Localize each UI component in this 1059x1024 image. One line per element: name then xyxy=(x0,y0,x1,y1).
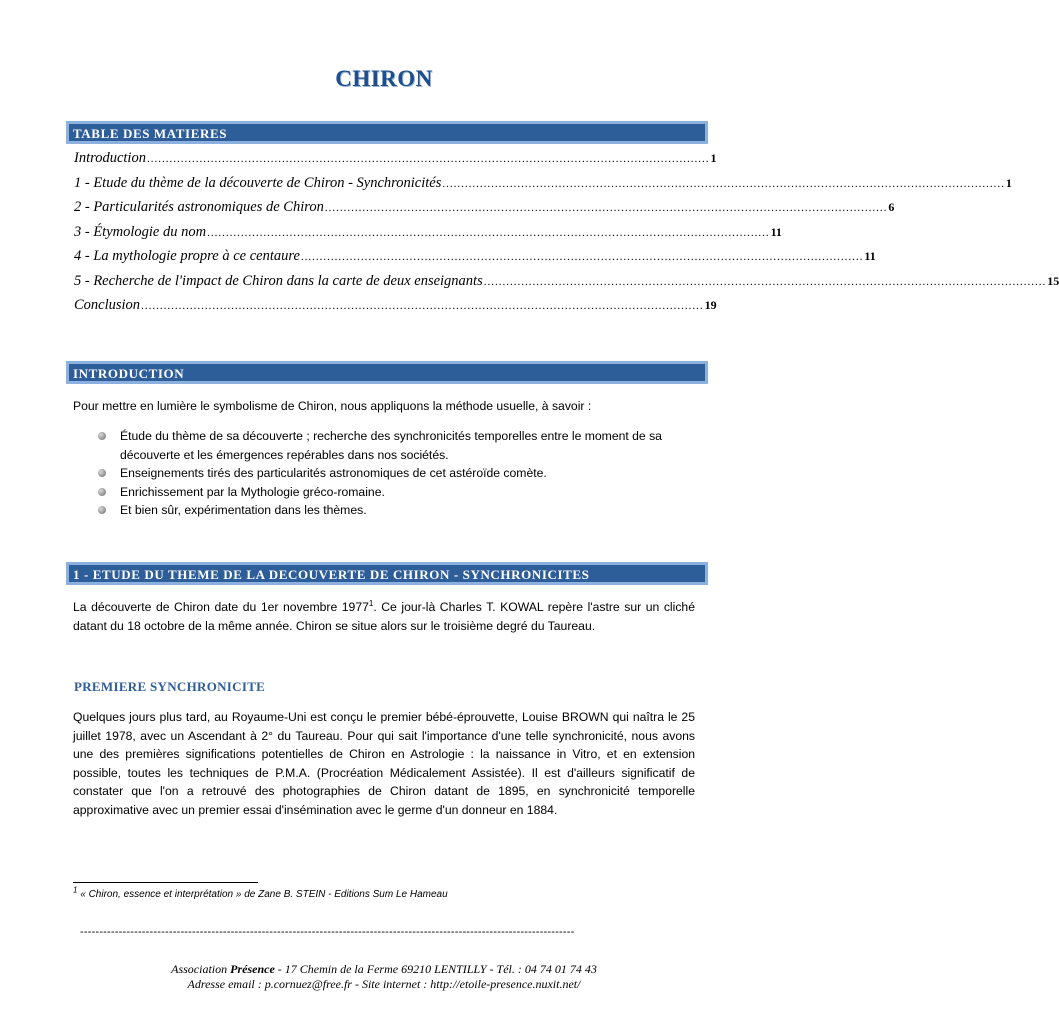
introduction-lead: Pour mettre en lumière le symbolisme de Chiron, nous appliquons la méthode usuelle, à savoir : xyxy=(73,399,592,413)
toc-leader-dots: ...................................................................................................................................................... xyxy=(207,226,770,239)
section1-intro-paragraph xyxy=(73,598,695,635)
toc-entry-page: 1 xyxy=(1005,175,1012,190)
toc-header: TABLE DES MATIERES xyxy=(73,126,228,141)
toc-entry[interactable] xyxy=(74,272,1059,295)
toc-entry-label: 5 - Recherche de l'impact de Chiron dans la carte de deux enseignants xyxy=(74,272,483,289)
section1-header-bar xyxy=(66,562,708,585)
introduction-header-bar xyxy=(66,361,708,384)
toc-header-bar xyxy=(66,121,708,144)
introduction-bullet-list xyxy=(98,427,698,520)
section1-intro-text-b: . Ce jour-là Charles T. KOWAL repère l'astre sur un cliché datant du 18 octobre de la même année. Chiron se situe alors sur le troisième degré du Taureau. xyxy=(73,600,695,633)
toc-entry-label: 2 - Particularités astronomiques de Chiron xyxy=(74,199,324,215)
toc-leader-dots: ...................................................................................................................................................... xyxy=(324,202,888,214)
toc-entry[interactable] xyxy=(74,248,876,270)
list-item xyxy=(98,464,698,483)
toc-entry-page: 19 xyxy=(704,298,717,312)
footer-line-1 xyxy=(0,962,768,977)
footnote-reference[interactable]: 1 xyxy=(368,598,374,608)
bullet-icon xyxy=(98,506,106,514)
toc-entry-page: 11 xyxy=(770,224,782,239)
footer-association-name: Présence xyxy=(230,962,275,976)
toc-entry[interactable] xyxy=(74,150,717,172)
toc-leader-dots: ...................................................................................................................................................... xyxy=(141,300,704,312)
bullet-icon xyxy=(98,432,106,440)
list-item-text: Et bien sûr, expérimentation dans les thèmes. xyxy=(120,503,367,517)
footnote-number: 1 xyxy=(73,885,78,895)
bullet-icon xyxy=(98,488,106,496)
toc-entry-page: 6 xyxy=(888,200,895,214)
list-item xyxy=(98,483,698,502)
toc-leader-dots: ...................................................................................................................................................... xyxy=(442,177,1005,190)
section1-body-paragraph: Quelques jours plus tard, au Royaume-Uni est conçu le premier bébé-éprouvette, Louise BROWN qui naîtra le 25 juillet 1978, avec un Ascendant à 2° du Taureau. Pour qui sait l'importance d'une telle synchronicité, nous avons une des premières significations potentielles de Chiron en Astrologie : la naissance in Vitro, et en extension possible, toutes les techniques de P.M.A. (Procréation Médicalement Assistée). Il est d'ailleurs significatif de constater que l'on a retrouvé des photographies de Chiron datant de 1895, en synchronicité temporelle approximative avec un premier essai d'insémination avec le germe d'un donneur en 1884. xyxy=(73,710,695,817)
toc-entry-label: 4 - La mythologie propre à ce centaure xyxy=(74,248,300,264)
bullet-icon xyxy=(98,469,106,477)
footer-line-1-pre: Association xyxy=(171,962,231,976)
footnote-separator xyxy=(73,882,258,883)
toc-entry-label: Conclusion xyxy=(74,297,141,313)
toc-entry-label: Introduction xyxy=(74,150,146,166)
introduction-header: INTRODUCTION xyxy=(73,366,185,381)
toc-entry[interactable] xyxy=(74,223,782,246)
toc-entry-label: 3 - Étymologie du nom xyxy=(74,223,207,240)
list-item-text: Étude du thème de sa découverte ; recherche des synchronicités temporelles entre le moment de sa découverte et les émergences repérables dans nos sociétés. xyxy=(120,429,662,462)
subheading-premiere-synchronicite: PREMIERE SYNCHRONICITE xyxy=(74,679,266,694)
toc-entry-page: 1 xyxy=(710,151,717,165)
document-title: CHIRON xyxy=(335,66,433,91)
footnote-text: « Chiron, essence et interprétation » de Zane B. STEIN - Editions Sum Le Hameau xyxy=(80,889,448,900)
toc-entry-page: 11 xyxy=(864,249,876,263)
toc-entry[interactable] xyxy=(74,174,1012,197)
list-item xyxy=(98,501,698,520)
footnote xyxy=(73,885,448,900)
toc-entry-page: 15 xyxy=(1047,273,1059,288)
toc-entry-label: 1 - Etude du thème de la découverte de Chiron - Synchronicités xyxy=(74,174,442,191)
toc-leader-dots: ...................................................................................................................................................... xyxy=(146,153,710,165)
toc-leader-dots: ...................................................................................................................................................... xyxy=(300,251,864,263)
footer-line-1-post: - 17 Chemin de la Ferme 69210 LENTILLY - Tél. : 04 74 01 74 43 xyxy=(274,962,597,976)
list-item xyxy=(98,427,698,464)
footer-separator: -------------------------------------------------------------------------------------------------------------------------------- xyxy=(80,926,575,938)
toc-entry[interactable] xyxy=(74,199,895,221)
footer-line-2[interactable]: Adresse email : p.cornuez@free.fr - Site internet : http://etoile-presence.nuxit.net/ xyxy=(187,977,581,991)
section1-intro-text-a: La découverte de Chiron date du 1er novembre 1977 xyxy=(73,600,369,614)
toc-leader-dots: ...................................................................................................................................................... xyxy=(483,275,1047,288)
list-item-text: Enseignements tirés des particularités astronomiques de cet astéroïde comète. xyxy=(120,466,547,480)
list-item-text: Enrichissement par la Mythologie gréco-romaine. xyxy=(120,484,385,499)
section1-header: 1 - ETUDE DU THEME DE LA DECOUVERTE DE CHIRON - SYNCHRONICITES xyxy=(73,567,590,582)
toc-entry[interactable] xyxy=(74,297,717,319)
